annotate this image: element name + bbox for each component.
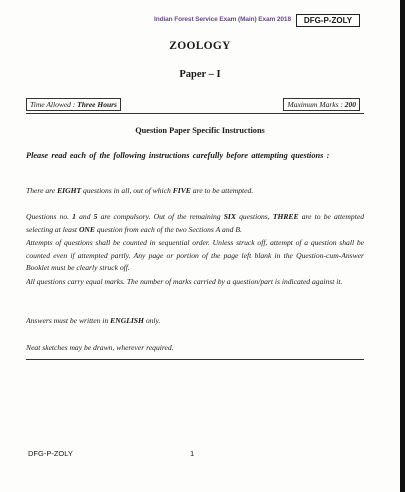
bottom-divider: [26, 359, 364, 360]
instructions-heading: Question Paper Specific Instructions: [135, 126, 265, 135]
subject-title: ZOOLOGY: [169, 40, 231, 52]
maximum-marks-label: Maximum Marks :: [287, 100, 343, 109]
instruction-equal-marks: All questions carry equal marks. The number of marks carried by a question/part is indicated against it.: [26, 277, 343, 286]
paper-code-box: DFG-P-ZOLY: [296, 14, 360, 27]
maximum-marks-value: 200: [344, 100, 356, 109]
footer-paper-code: DFG-P-ZOLY: [28, 449, 73, 458]
instruction-compulsory: Questions no. 1 and 5 are compulsory. Out of the remaining SIX questions, THREE are to be attempted selecting at least ONE question from each of the two Sections A and B.: [26, 212, 364, 234]
exam-stamp: Indian Forest Service Exam (Main) Exam 2018: [154, 16, 291, 23]
instructions-lead: Please read each of the following instructions carefully before attempting questions :: [26, 151, 330, 160]
instruction-question-count: There are EIGHT questions in all, out of which FIVE are to be attempted.: [26, 186, 254, 195]
time-allowed-value: Three Hours: [77, 100, 117, 109]
time-allowed-box: [26, 98, 121, 111]
instruction-attempt-order: Attempts of questions shall be counted in sequential order. Unless struck off, attempt of a question shall be counted even if attempted partly. Any page or portion of the page left blank in the Question-cum-Answer Booklet must be clearly struck off.: [26, 238, 364, 272]
page-number: 1: [190, 449, 195, 458]
time-allowed-label: Time Allowed :: [30, 100, 76, 109]
scan-edge: [400, 0, 405, 492]
top-divider: [26, 113, 364, 114]
paper-number: Paper – I: [179, 69, 221, 80]
instruction-language: Answers must be written in ENGLISH only.: [26, 316, 161, 325]
instruction-sketches: Neat sketches may be drawn, wherever required.: [26, 343, 174, 352]
maximum-marks-box: [283, 98, 360, 111]
